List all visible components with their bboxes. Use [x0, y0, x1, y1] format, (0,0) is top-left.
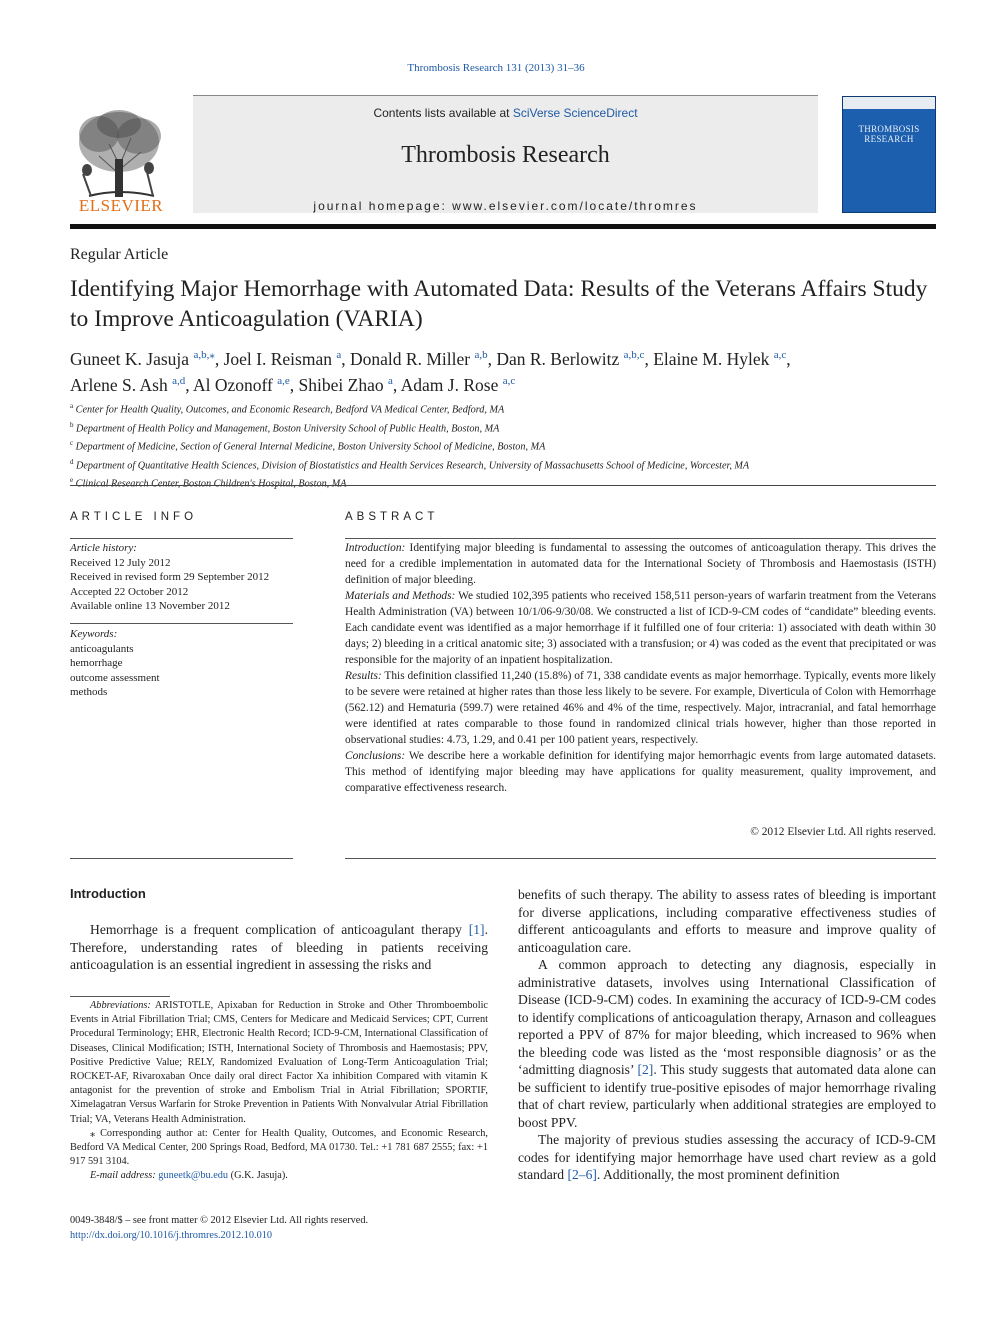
keyword-item: outcome assessment	[70, 671, 160, 684]
author-affiliation-marker[interactable]: a,b	[474, 349, 488, 361]
abstract-heading: ABSTRACT	[345, 511, 439, 523]
keyword-item: hemorrhage	[70, 657, 123, 669]
author-affiliation-marker[interactable]: a,c	[773, 349, 787, 361]
affiliation-key: e	[70, 476, 74, 485]
abstract-section-label: Materials and Methods:	[345, 590, 456, 602]
abstract-section	[345, 668, 936, 748]
elsevier-wordmark: ELSEVIER	[78, 196, 164, 215]
author-affiliation-marker[interactable]: a	[336, 349, 342, 361]
affiliation-item	[70, 473, 950, 492]
keywords-label: Keywords:	[70, 628, 118, 640]
history-label: Article history:	[70, 542, 137, 554]
doi-link[interactable]: http://dx.doi.org/10.1016/j.thromres.2012.10.010	[70, 1229, 273, 1241]
affiliation-key: b	[70, 420, 74, 429]
author-name[interactable]: Al Ozonoff	[193, 374, 273, 395]
author-affiliation-marker[interactable]: a,b,⁎	[193, 349, 215, 361]
intro-paragraph	[70, 921, 488, 974]
abstract-section-text: We studied 102,395 patients who received 158,511 person-years of warfarin treatment from the Veterans Health Administration (VA) between 10/1/06-9/30/08. We constructed a list of ICD-9-CM codes of “candidate” bleeding events. Each candidate event was identified as a major hemorrhage if it fulfilled one of four criteria: 1) associated with death within 30 days; 2) bleeding in a critical anatomic site; 3) associated with a transfusion; or 4) was coded as the event that precipitated or was responsible for the majority of an inpatient hospitalization.	[345, 590, 936, 666]
footnote-rule	[70, 996, 170, 997]
intro-paragraph	[518, 956, 936, 1131]
journal-title: Thrombosis Research	[401, 142, 610, 168]
issn-line: 0049-3848/$ – see front matter © 2012 Elsevier Ltd. All rights reserved.	[70, 1215, 369, 1226]
affiliation-text: Department of Quantitative Health Sciences, Division of Biostatistics and Health Services Research, University of Massachusetts School of Medicine, Worcester, MA	[76, 460, 750, 472]
abstract-rule	[345, 858, 936, 859]
info-rule	[70, 623, 293, 624]
corresponding-author-footnote: ⁎ Corresponding author at: Center for Health Quality, Outcomes, and Economic Research, Bedford VA Medical Center, 200 Springs Road, Bedford, MA 01730. Tel.: +1 781 687 2555; fax: +1 917 591 3104.	[70, 1127, 488, 1168]
intro-paragraph	[518, 1131, 936, 1184]
paragraph-text: . Therefore, understanding rates of bleeding in patients receiving anticoagulation is an essential ingredient in assessing the risks and	[70, 922, 488, 972]
contents-prefix: Contents lists available at	[373, 106, 513, 120]
affiliation-item	[70, 436, 950, 455]
affiliation-key: a	[70, 402, 74, 410]
article-history	[70, 541, 295, 614]
abstract-section-text: We describe here a workable definition for identifying major hemorrhagic events from large automated datasets. This method of identifying major bleeding may have applications for quality measurement, quality improvement, and comparative effectiveness research.	[345, 750, 936, 794]
author-name[interactable]: Guneet K. Jasuja	[70, 348, 190, 369]
article-title: Identifying Major Hemorrhage with Automated Data: Results of the Veterans Affairs Study to Improve Anticoagulation (VARIA)	[70, 276, 928, 332]
email-suffix: (G.K. Jasuja).	[228, 1170, 288, 1182]
abstract-section-text: This definition classified 11,240 (15.8%) of 71, 338 candidate events as major hemorrhage. Typically, events more likely to be severe were retained at higher rates than those less likely to be severe. For example, Diverticula of Colon with Hemorrhage (562.12) and Hematuria (599.7) were retained 46% and 4% of the time, respectively. Major, intracranial, and fatal hemorrhage were identified at rates comparable to those found in randomized clinical trials however, higher than those reported in observational studies: 4.73, 1.29, and 0.41 per 100 patient years, respectively.	[345, 670, 936, 746]
author-name[interactable]: Elaine M. Hylek	[653, 348, 770, 369]
author-affiliation-marker[interactable]: a,d	[172, 374, 186, 387]
keyword-item: anticoagulants	[70, 642, 134, 655]
paragraph-text: The majority of previous studies assessing the accuracy of ICD-9-CM codes for identifying major hemorrhage have used chart review as a gold standard	[518, 1132, 936, 1182]
abstract-section-label: Conclusions:	[345, 750, 406, 762]
abbreviations-text: ARISTOTLE, Apixaban for Reduction in Stroke and Other Thromboembolic Events in Atrial Fibrillation Trial; CMS, Centers for Medicare and Medicaid Services; CPT, Current Procedural Terminology; EHR, Electronic Health Record; ICD-9-CM, International Classification of Diseases, Clinical Modification; ISTH, International Society of Thrombosis and Haemostasis; PPV, Positive Predictive Value; RELY, Randomized Evaluation of Long-Term Anticoagulation Trial; ROCKET-AF, Rivaroxaban Once daily oral direct Factor Xa inhibition Compared with vitamin K antagonist for the prevention of stroke and Embolism Trial in Atrial Fibrillation; SPORTIF, Ximelagatran Versus Warfarin for Stroke Prevention in Patients With Nonvalvular Atrial Fibrillation Trial; VA, Veterans Health Administration.	[70, 1000, 488, 1125]
copyright-notice: © 2012 Elsevier Ltd. All rights reserved.	[750, 826, 936, 838]
author-affiliation-marker[interactable]: a,c	[502, 374, 516, 387]
author-name[interactable]: Arlene S. Ash	[70, 374, 168, 395]
journal-reference[interactable]: Thrombosis Research 131 (2013) 31–36	[407, 62, 585, 74]
footnotes	[70, 999, 488, 1184]
paragraph-text: . Additionally, the most prominent definition	[596, 1167, 840, 1182]
cover-top-strip	[843, 97, 935, 109]
sciencedirect-link[interactable]: SciVerse ScienceDirect	[512, 106, 638, 120]
citation-link[interactable]: [1]	[468, 922, 485, 937]
affiliation-key: d	[70, 457, 74, 466]
cover-title-line1: THROMBOSIS	[858, 124, 920, 134]
citation-link[interactable]: [2–6]	[567, 1167, 597, 1182]
email-label: E-mail address:	[90, 1170, 156, 1182]
front-matter	[70, 1214, 488, 1243]
cover-title-line2: RESEARCH	[864, 134, 914, 144]
paragraph-text: A common approach to detecting any diagnosis, especially in administrative datasets, involves using International Classification of Disease (ICD-9-CM) codes. In examining the accuracy of ICD-9-CM codes to identify complications of anticoagulation therapy, Arnason and colleagues reported a PPV of 87% for major bleeding, which increased to 96% when the bleeding code was listed as the ‘most responsible diagnosis’ or as the ‘admitting diagnosis’	[518, 957, 936, 1077]
author-affiliation-marker[interactable]: a,e	[277, 374, 290, 387]
contents-available-line	[193, 106, 818, 120]
affiliation-text: Center for Health Quality, Outcomes, and Economic Research, Bedford VA Medical Center, Bedford, MA	[75, 404, 505, 416]
author-name[interactable]: Shibei Zhao	[298, 374, 384, 395]
introduction-heading: Introduction	[70, 886, 146, 901]
paragraph-text: . This study suggests that automated data alone can be sufficient to identify true-positive episodes of major hemorrhage rivaling that of chart review, particularly when additional strategies are employed to boost PPV.	[518, 1062, 937, 1130]
history-item: Available online 13 November 2012	[70, 600, 230, 612]
abbreviations-label: Abbreviations:	[90, 1000, 151, 1011]
abstract-section-text: Identifying major bleeding is fundamental to assessing the outcomes of anticoagulation therapy. This drives the need for a credible implementation in automated data for the International Society of Thrombosis and Haemostasis (ISTH) definition of major bleeding.	[345, 542, 936, 586]
abstract-section-label: Introduction:	[345, 542, 406, 554]
article-type: Regular Article	[70, 246, 169, 263]
journal-cover-thumbnail[interactable]	[842, 96, 936, 213]
author-name[interactable]: Dan R. Berlowitz	[496, 348, 620, 369]
affiliation-text: Department of Medicine, Section of General Internal Medicine, Boston University School of Medicine, Boston, MA	[75, 441, 546, 453]
history-item: Received 12 July 2012	[70, 556, 171, 569]
email-link[interactable]: guneetk@bu.edu	[158, 1170, 229, 1182]
cover-title	[846, 124, 932, 144]
article-info-heading: ARTICLE INFO	[70, 511, 198, 523]
affiliation-item	[70, 455, 950, 474]
abstract-body	[345, 540, 936, 796]
author-list: Guneet K. Jasuja $^{a,b,⁎}$, Joel I. Reisman $^a$, Donald R. Miller $^{a,b}$, Dan R. Berlowitz $^{a,b,c}$, Elaine M. Hylek $^{a,c}$, Arlene S. Ash $^{a,d}$, Al Ozonoff $^{a,e}$, Shibei Zhao $^a$, Adam J. Rose $^{a,c}$	[70, 348, 791, 395]
history-item: Received in revised form 29 September 2012	[70, 571, 270, 583]
author-affiliation-marker[interactable]: a,b,c	[623, 349, 645, 361]
author-name[interactable]: Adam J. Rose	[400, 374, 499, 395]
author-name[interactable]: Donald R. Miller	[350, 348, 471, 369]
keyword-item: methods	[70, 686, 108, 698]
intro-left-column	[70, 921, 488, 974]
email-footnote	[70, 1169, 488, 1183]
affiliation-rule	[70, 485, 936, 486]
abstract-section-label: Results:	[345, 670, 382, 682]
abbreviations-footnote	[70, 999, 488, 1127]
info-rule	[70, 538, 293, 539]
paragraph-text: Hemorrhage is a frequent complication of anticoagulant therapy	[90, 922, 469, 937]
abstract-section	[345, 748, 936, 796]
affiliation-item	[70, 418, 950, 437]
header-rule	[70, 224, 936, 229]
keywords	[70, 627, 295, 700]
author-affiliation-marker[interactable]: a	[387, 374, 393, 387]
journal-homepage-link[interactable]: journal homepage: www.elsevier.com/locate/thromres	[313, 199, 698, 213]
info-rule	[70, 858, 293, 859]
affiliation-item	[70, 399, 950, 418]
history-item: Accepted 22 October 2012	[70, 585, 189, 598]
intro-paragraph: benefits of such therapy. The ability to assess rates of bleeding is important for diverse applications, including comparative effectiveness studies of different anticoagulants and efforts to measure and improve quality of anticoagulation care.	[518, 887, 936, 955]
citation-link[interactable]: [2]	[637, 1062, 654, 1077]
abstract-section	[345, 540, 936, 588]
author-name[interactable]: Joel I. Reisman	[223, 348, 332, 369]
abstract-rule	[345, 538, 936, 539]
affiliation-text: Department of Health Policy and Management, Boston University School of Public Health, Boston, MA	[76, 422, 500, 434]
affiliation-key: c	[70, 439, 74, 448]
intro-right-column	[518, 886, 936, 1184]
affiliation-list	[70, 399, 950, 492]
abstract-section	[345, 588, 936, 668]
